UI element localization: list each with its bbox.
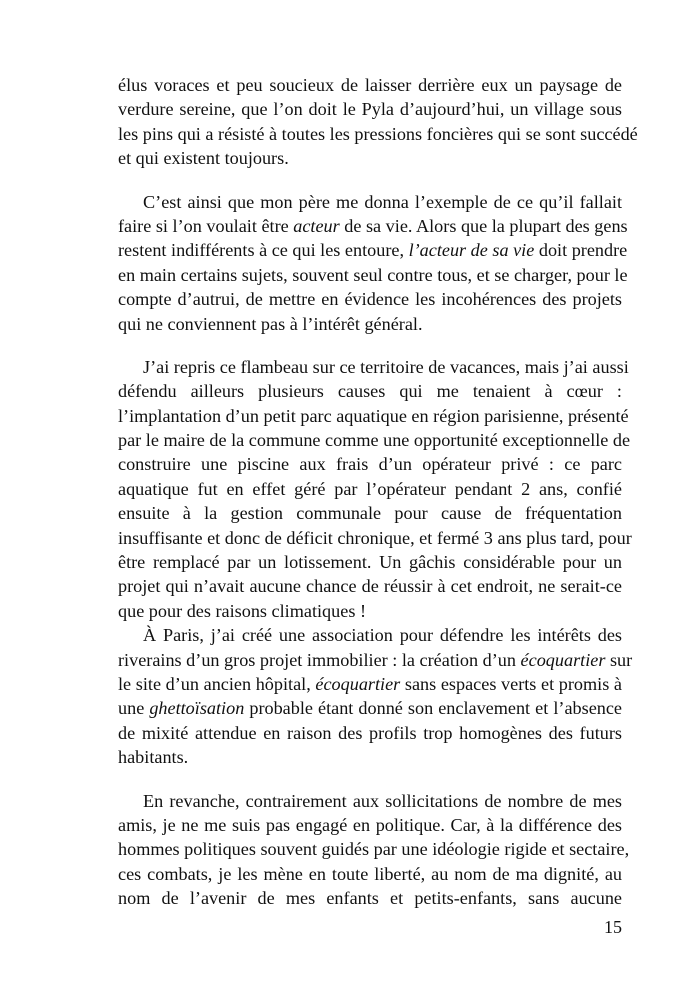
text-segment: À Paris, j’ai créé une association pour défendre les intérêts des (143, 625, 622, 646)
text-segment: qui ne conviennent pas à l’intérêt général. (118, 313, 423, 334)
text-segment: ensuite à la gestion communale pour cause de fréquentation (118, 503, 622, 524)
paragraph (118, 355, 632, 623)
text-line (118, 122, 638, 146)
paragraph (118, 190, 628, 336)
text-line (118, 214, 628, 238)
text-line (118, 886, 622, 910)
text-line (118, 813, 622, 837)
text-segment: de mixité attendue en raison des profils trop homogènes des futurs (118, 722, 622, 743)
text-line (118, 452, 622, 476)
text-segment: En revanche, contrairement aux sollicitations de nombre de mes (143, 790, 622, 811)
text-line (118, 648, 633, 672)
text-segment: probable étant donné son enclavement et l’absence (244, 698, 622, 719)
text-segment: élus voraces et peu soucieux de laisser derrière eux un paysage de (118, 75, 622, 95)
text-line (118, 837, 630, 861)
text-segment: nom de l’avenir de mes enfants et petits-enfants, sans aucune (118, 888, 622, 909)
text-segment: hommes politiques souvent guidés par une idéologie rigide et sectaire, (118, 839, 630, 860)
italic-text: écoquartier (315, 673, 401, 694)
text-segment: riverains d’un gros projet immobilier : la création d’un (118, 649, 521, 670)
text-line (118, 574, 622, 598)
text-line (118, 501, 622, 525)
text-segment: J’ai repris ce flambeau sur ce territoire de vacances, mais j’ai aussi (143, 356, 629, 377)
text-segment: verdure sereine, que l’on doit le Pyla d’aujourd’hui, un village sous (118, 99, 622, 120)
paragraph (118, 623, 633, 769)
text-line (118, 550, 622, 574)
text-line (118, 73, 622, 97)
page-number: 15 (604, 917, 622, 937)
text-line (118, 526, 632, 550)
text-segment: doit prendre (534, 240, 628, 261)
text-line (118, 721, 622, 745)
paragraph (118, 73, 638, 171)
text-line (118, 862, 622, 886)
text-segment: amis, je ne me suis pas engagé en politique. Car, à la différence des (118, 814, 622, 835)
text-line (118, 97, 622, 121)
text-segment: ces combats, je les mène en toute liberté, au nom de ma dignité, au (118, 863, 622, 884)
text-segment: en main certains sujets, souvent seul contre tous, et se charger, pour le (118, 264, 628, 285)
text-segment: aquatique fut en effet géré par l’opérateur pendant 2 ans, confié (118, 478, 622, 499)
text-segment: construire une piscine aux frais d’un opérateur privé : ce parc (118, 454, 622, 475)
text-segment: que pour des raisons climatiques ! (118, 600, 367, 621)
text-segment: de sa vie. Alors que la plupart des gens (339, 215, 628, 236)
text-line (118, 190, 622, 214)
text-line (118, 696, 622, 720)
text-line (118, 146, 622, 170)
text-line (118, 623, 622, 647)
text-line (118, 672, 622, 696)
text-line (118, 287, 622, 311)
text-segment: être remplacé par un lotissement. Un gâchis considérable pour un (118, 552, 622, 573)
text-line (118, 745, 622, 769)
page-body (118, 73, 638, 911)
text-line (118, 428, 631, 452)
text-segment: restent indifférents à ce qui les entoure, (118, 240, 409, 261)
text-line (118, 312, 622, 336)
text-line (118, 355, 629, 379)
text-segment: par le maire de la commune comme une opportunité exceptionnelle de (118, 430, 631, 451)
text-segment: défendu ailleurs plusieurs causes qui me tenaient à cœur : (118, 381, 622, 402)
text-segment: les pins qui a résisté à toutes les pressions foncières qui se sont succédé (118, 123, 638, 144)
text-segment: projet qui n’avait aucune chance de réussir à cet endroit, ne serait-ce (118, 576, 622, 597)
paragraph (118, 789, 630, 911)
text-segment: faire si l’on voulait être (118, 215, 294, 236)
italic-text: acteur (293, 215, 340, 236)
text-segment: habitants. (118, 747, 189, 768)
text-segment: C’est ainsi que mon père me donna l’exemple de ce qu’il fallait (143, 191, 622, 212)
italic-text: l’acteur de sa vie (408, 240, 535, 261)
text-segment: et qui existent toujours. (118, 148, 289, 169)
text-line (118, 789, 622, 813)
text-line (118, 379, 622, 403)
text-segment: sans espaces verts et promis à (400, 673, 622, 694)
text-segment: une (118, 698, 150, 719)
text-segment: insuffisante et donc de déficit chronique, et fermé 3 ans plus tard, pour (118, 527, 632, 548)
text-line (118, 238, 628, 262)
italic-text: écoquartier (520, 649, 606, 670)
text-segment: sur (605, 649, 633, 670)
italic-text: ghettoïsation (149, 698, 245, 719)
text-line (118, 404, 629, 428)
text-segment: le site d’un ancien hôpital, (118, 673, 316, 694)
text-segment: l’implantation d’un petit parc aquatique en région parisienne, présenté (118, 405, 629, 426)
text-line (118, 263, 628, 287)
text-line (118, 477, 622, 501)
text-line (118, 599, 622, 623)
text-segment: compte d’autrui, de mettre en évidence les incohérences des projets (118, 289, 622, 310)
